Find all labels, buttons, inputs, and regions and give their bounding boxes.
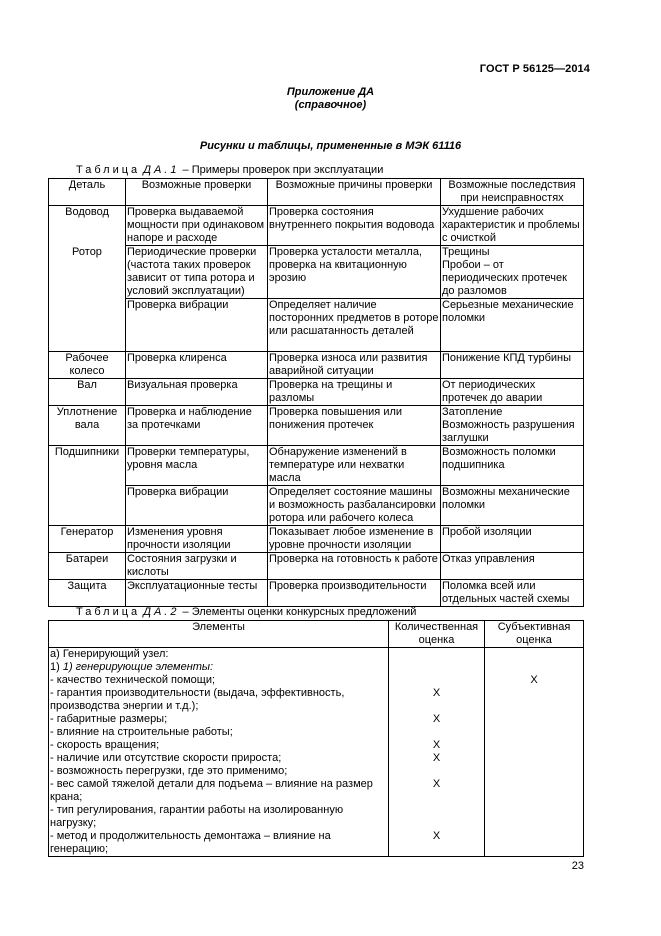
table-cell: Проверка и наблюдение за протечками bbox=[126, 406, 268, 446]
table-cell: Трещины Пробои – от периодических протечек до разломов bbox=[441, 246, 584, 299]
subjective-mark bbox=[485, 687, 584, 713]
table-cell: Проверка вибрации bbox=[126, 486, 268, 526]
table-cell: Пробой изоляции bbox=[441, 526, 584, 553]
column-header: Деталь bbox=[49, 179, 126, 206]
quantitative-mark: X bbox=[389, 778, 485, 804]
table-cell: Ухудшение рабочих характеристик и проблемы с очисткой bbox=[441, 206, 584, 246]
inspection-examples-table bbox=[48, 178, 584, 607]
quantitative-mark bbox=[389, 674, 485, 687]
table-row bbox=[49, 446, 584, 486]
table-row bbox=[49, 674, 584, 687]
table-row bbox=[49, 486, 584, 526]
page-number: 23 bbox=[571, 860, 584, 872]
quantitative-mark: X bbox=[389, 739, 485, 752]
table-cell: Проверки температуры, уровня масла bbox=[126, 446, 268, 486]
table2-caption-word: Таблица bbox=[76, 606, 141, 618]
table-cell: Показывает любое изменение в уровне прочности изоляции bbox=[268, 526, 441, 553]
table-row bbox=[49, 580, 584, 607]
quantitative-mark bbox=[389, 804, 485, 830]
subjective-mark: X bbox=[485, 674, 584, 687]
table-cell: Проверка выдаваемой мощности при одинаковом напоре и расходе bbox=[126, 206, 268, 246]
table-cell: Подшипники bbox=[49, 446, 126, 486]
subjective-mark bbox=[485, 765, 584, 778]
table2-caption bbox=[76, 606, 416, 618]
table-cell: Уплотнение вала bbox=[49, 406, 126, 446]
table-cell: Затопление Возможность разрушения заглушки bbox=[441, 406, 584, 446]
table-cell: - тип регулирования, гарантии работы на изолированную нагрузку; bbox=[49, 804, 389, 830]
table-cell: Определяет наличие посторонних предметов в роторе или расшатанность деталей bbox=[268, 299, 441, 352]
section-title: Рисунки и таблицы, примененные в МЭК 61116 bbox=[199, 140, 462, 152]
table-cell: Возможны механические поломки bbox=[441, 486, 584, 526]
table-row bbox=[49, 804, 584, 830]
table-row bbox=[49, 739, 584, 752]
subjective-mark bbox=[485, 752, 584, 765]
subjective-mark bbox=[485, 713, 584, 726]
table-cell: Проверка вибрации bbox=[126, 299, 268, 352]
table-cell-italic: 1) генерирующие элементы: bbox=[62, 661, 214, 673]
table-cell: Проверка на готовность к работе bbox=[268, 553, 441, 580]
table-row bbox=[49, 765, 584, 778]
table-cell: Рабочее колесо bbox=[49, 352, 126, 379]
table-row bbox=[49, 713, 584, 726]
table-cell: Понижение КПД турбины bbox=[441, 352, 584, 379]
table-cell: Проверка износа или развития аварийной ситуации bbox=[268, 352, 441, 379]
table-row bbox=[49, 752, 584, 765]
table2-caption-number: ДА.2 bbox=[143, 606, 180, 618]
appendix-subtitle: (справочное) bbox=[294, 99, 367, 111]
table-row bbox=[49, 648, 584, 662]
table-cell: Определяет состояние машины и возможность разбалансировки ротора или рабочего колеса bbox=[268, 486, 441, 526]
table-cell bbox=[49, 486, 126, 526]
table-row bbox=[49, 687, 584, 713]
table-cell: Обнаружение изменений в температуре или нехватки масла bbox=[268, 446, 441, 486]
table-cell: Изменения уровня прочности изоляции bbox=[126, 526, 268, 553]
table1-caption-word: Таблица bbox=[76, 164, 141, 176]
quantitative-mark: X bbox=[389, 687, 485, 713]
table-cell: Водовод bbox=[49, 206, 126, 246]
table-header-row bbox=[49, 179, 584, 206]
table-row bbox=[49, 246, 584, 299]
subjective-mark bbox=[485, 778, 584, 804]
table-cell: - скорость вращения; bbox=[49, 739, 389, 752]
table-row bbox=[49, 726, 584, 739]
quantitative-mark: X bbox=[389, 752, 485, 765]
table-row bbox=[49, 352, 584, 379]
table-cell: 1) 1) генерирующие элементы: bbox=[49, 661, 389, 674]
subjective-mark bbox=[485, 830, 584, 857]
table-row bbox=[49, 661, 584, 674]
table-cell: Визуальная проверка bbox=[126, 379, 268, 406]
subjective-mark bbox=[485, 726, 584, 739]
table-cell: Проверка на трещины и разломы bbox=[268, 379, 441, 406]
quantitative-mark: X bbox=[389, 713, 485, 726]
table-cell: Эксплуатационные тесты bbox=[126, 580, 268, 607]
quantitative-mark bbox=[389, 661, 485, 674]
table-header-row bbox=[49, 621, 584, 648]
appendix-title: Приложение ДА bbox=[286, 86, 375, 98]
standard-code: ГОСТ Р 56125—2014 bbox=[479, 63, 590, 75]
table-row bbox=[49, 526, 584, 553]
column-header: Возможные проверки bbox=[126, 179, 268, 206]
table-cell: - наличие или отсутствие скорости прироста; bbox=[49, 752, 389, 765]
table-row bbox=[49, 830, 584, 857]
table-cell: Проверка состояния внутреннего покрытия водовода bbox=[268, 206, 441, 246]
table-cell: Ротор bbox=[49, 246, 126, 299]
table-cell: - вес самой тяжелой детали для подъема – влияние на размер крана; bbox=[49, 778, 389, 804]
table-cell: - габаритные размеры; bbox=[49, 713, 389, 726]
table-row bbox=[49, 206, 584, 246]
subjective-mark bbox=[485, 661, 584, 674]
table-cell: Периодические проверки (частота таких проверок зависит от типа ротора и условий эксплуатации) bbox=[126, 246, 268, 299]
table-cell: Проверка усталости металла, проверка на квитационную эрозию bbox=[268, 246, 441, 299]
table-cell: - метод и продолжительность демонтажа – влияние на генерацию; bbox=[49, 830, 389, 857]
quantitative-mark: X bbox=[389, 830, 485, 857]
table-cell: Проверка повышения или понижения протечек bbox=[268, 406, 441, 446]
table-cell: Батареи bbox=[49, 553, 126, 580]
quantitative-mark bbox=[389, 726, 485, 739]
table-cell: а) Генерирующий узел: bbox=[49, 648, 389, 662]
table-cell: - качество технической помощи; bbox=[49, 674, 389, 687]
table-cell: Проверка производительности bbox=[268, 580, 441, 607]
subjective-mark bbox=[485, 804, 584, 830]
table-cell: Состояния загрузки и кислоты bbox=[126, 553, 268, 580]
column-header: Возможные последствия при неисправностях bbox=[441, 179, 584, 206]
table-cell: Проверка клиренса bbox=[126, 352, 268, 379]
table2-caption-text: – Элементы оценки конкурсных предложений bbox=[179, 606, 417, 618]
table-cell: Отказ управления bbox=[441, 553, 584, 580]
table-row bbox=[49, 553, 584, 580]
table1-caption-text: – Примеры проверок при эксплуатации bbox=[179, 164, 384, 176]
table1-caption bbox=[76, 164, 383, 176]
subjective-mark bbox=[485, 739, 584, 752]
table-cell: Защита bbox=[49, 580, 126, 607]
table-cell: - влияние на строительные работы; bbox=[49, 726, 389, 739]
table-row bbox=[49, 299, 584, 352]
table-row bbox=[49, 406, 584, 446]
column-header: Субъективная оценка bbox=[485, 621, 584, 648]
table-cell: От периодических протечек до аварии bbox=[441, 379, 584, 406]
column-header: Возможные причины проверки bbox=[268, 179, 441, 206]
column-header: Количественная оценка bbox=[389, 621, 485, 648]
quantitative-mark bbox=[389, 765, 485, 778]
table-cell: Вал bbox=[49, 379, 126, 406]
bid-evaluation-table bbox=[48, 620, 584, 857]
table-cell: Серьезные механические поломки bbox=[441, 299, 584, 352]
table-cell: Возможность поломки подшипника bbox=[441, 446, 584, 486]
column-header: Элементы bbox=[49, 621, 389, 648]
table-cell: Поломка всей или отдельных частей схемы bbox=[441, 580, 584, 607]
table-cell bbox=[49, 299, 126, 352]
table-cell: Генератор bbox=[49, 526, 126, 553]
table-row bbox=[49, 379, 584, 406]
quantitative-mark bbox=[389, 648, 485, 662]
subjective-mark bbox=[485, 648, 584, 662]
table-cell: - гарантия производительности (выдача, эффективность, производства энергии и т.д.); bbox=[49, 687, 389, 713]
table-row bbox=[49, 778, 584, 804]
table-cell: - возможность перегрузки, где это применимо; bbox=[49, 765, 389, 778]
table1-caption-number: ДА.1 bbox=[143, 164, 180, 176]
